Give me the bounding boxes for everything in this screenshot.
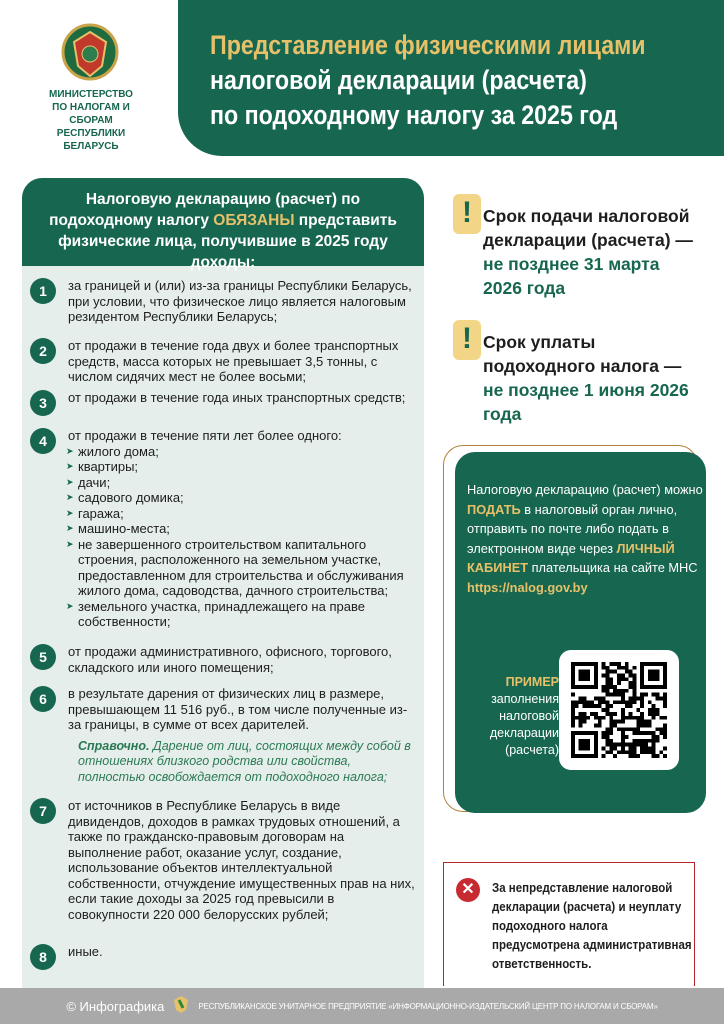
item-text: за границей и (или) из-за границы Республики Беларусь, при условии, что физическое лицо является налоговым резидентом Республики Беларусь; xyxy=(68,278,412,324)
item-text: от источников в Республике Беларусь в виде дивидендов, доходов в рамках трудовых отношений, а также по гражданско-правовым договорам на выполнение работ, оказание услуг, создание, использование объектов интеллектуальной собственности, отчуждение имущественных прав на них, если такие доходы за 2025 год превысили в совокупности 220 000 белорусских рублей; xyxy=(68,798,415,922)
liability-warning xyxy=(443,862,695,986)
number-badge: 2 xyxy=(30,338,56,364)
item-text: иные. xyxy=(68,944,103,959)
ministry-line: ПО НАЛОГАМ И СБОРАМ xyxy=(52,102,130,126)
ministry-name xyxy=(30,88,152,153)
number-badge: 1 xyxy=(30,278,56,304)
reference-note xyxy=(78,739,415,786)
note-text: Дарение от лиц, состоящих между собой в отношениях близкого родства или свойства, полностью освобождается от подоходного налога; xyxy=(78,738,411,784)
footer xyxy=(0,988,724,1024)
sub-list-item: ➤ квартиры; xyxy=(78,459,415,475)
sub-list xyxy=(78,444,415,630)
ministry-emblem-logo xyxy=(60,22,120,86)
deadline-date: не позднее 1 июня 2026 года xyxy=(483,380,689,424)
sub-list-item: ➤ садового домика; xyxy=(78,490,415,506)
publisher-name: РЕСПУБЛИКАНСКОЕ УНИТАРНОЕ ПРЕДПРИЯТИЕ «ИНФОРМАЦИОННО-ИЗДАТЕЛЬСКИЙ ЦЕНТР ПО НАЛОГАМ И СБОРАМ» xyxy=(198,1001,658,1011)
obligations-heading xyxy=(22,178,424,271)
number-badge: 4 xyxy=(30,428,56,454)
deadline-notice xyxy=(455,196,700,300)
item-text: от продажи административного, офисного, торгового, складского или иного помещения; xyxy=(68,644,392,675)
item-text: от продажи в течение пяти лет более одного: xyxy=(68,428,342,443)
submission-text xyxy=(467,480,706,597)
number-badge: 6 xyxy=(30,686,56,712)
example-label: ПРИМЕР xyxy=(505,675,559,689)
sub-list-item: ➤ земельного участка, принадлежащего на праве собственности; xyxy=(78,599,415,630)
sub-list-item: ➤ не завершенного строительством капитального строения, расположенного на земельном участке, предоставленном для строительства и обслуживания жилого дома, садоводства, дачного строительства; xyxy=(78,537,415,599)
list-item xyxy=(30,338,415,385)
list-item xyxy=(30,798,415,922)
list-item xyxy=(30,428,415,630)
sub-list-item: ➤ жилого дома; xyxy=(78,444,415,460)
sub-list-item: ➤ дачи; xyxy=(78,475,415,491)
warning-text: За непредставление налоговой декларации (расчета) и неуплату подоходного налога предусмотрена административная ответственность. xyxy=(492,881,692,971)
close-x-icon: ✕ xyxy=(456,878,480,902)
deadline-notice xyxy=(455,322,700,426)
heading-text: представить физические лица, получившие в 2025 году доходы: xyxy=(58,212,397,271)
list-item xyxy=(30,390,415,411)
exclamation-icon: ! xyxy=(453,194,481,234)
number-badge: 8 xyxy=(30,944,56,970)
item-text: в результате дарения от физических лиц в размере, превышающем 11 516 руб., в том числе полученные из-за границы, в сумме от всех дарителей. xyxy=(68,686,408,732)
publisher-logo-icon xyxy=(172,994,190,1019)
exclamation-icon: ! xyxy=(453,320,481,360)
deadline-label: Срок подачи налоговой декларации (расчета) — xyxy=(483,206,693,250)
note-label: Справочно. xyxy=(78,738,150,753)
highlight-submit: ПОДАТЬ xyxy=(467,501,521,517)
text: плательщика на сайте МНС xyxy=(528,560,698,575)
deadline-date: не позднее 31 марта 2026 года xyxy=(483,254,660,298)
title-line: налоговой декларации (расчета) xyxy=(210,65,587,95)
deadline-text xyxy=(483,330,700,426)
submission-card xyxy=(455,452,706,813)
deadline-label: Срок уплаты подоходного налога — xyxy=(483,332,682,376)
number-badge: 7 xyxy=(30,798,56,824)
example-text: заполнения налоговой декларации (расчета) xyxy=(489,692,559,757)
title-line: по подоходному налогу за 2025 год xyxy=(210,100,618,130)
sub-list-item: ➤ гаража; xyxy=(78,506,415,522)
item-text: от продажи в течение года двух и более транспортных средств, масса которых не превышает 3,5 тонны, с числом сидячих мест не более восьми; xyxy=(68,338,399,384)
sub-list-item: ➤ машино-места; xyxy=(78,521,415,537)
list-item xyxy=(30,944,415,965)
list-item xyxy=(30,686,415,785)
obligations-panel xyxy=(22,178,424,988)
deadline-text xyxy=(483,204,700,300)
list-item xyxy=(30,644,415,675)
list-item xyxy=(30,278,415,325)
title-line: Представление физическими лицами xyxy=(210,30,646,60)
example-caption xyxy=(469,674,559,759)
text: Налоговую декларацию (расчет) можно xyxy=(467,482,703,497)
qr-code[interactable] xyxy=(559,650,679,770)
highlight-cabinet: ЛИЧНЫЙ КАБИНЕТ xyxy=(467,540,675,575)
warning-text xyxy=(492,879,696,974)
heading-text: Налоговую декларацию (расчет) по подоходному налогу xyxy=(49,191,361,229)
number-badge: 5 xyxy=(30,644,56,670)
item-text: от продажи в течение года иных транспортных средств; xyxy=(68,390,406,405)
number-badge: 3 xyxy=(30,390,56,416)
ministry-line: РЕСПУБЛИКИ БЕЛАРУСЬ xyxy=(56,128,126,152)
heading-highlight: ОБЯЗАНЫ xyxy=(213,212,295,229)
text: в налоговый орган лично, отправить по почте либо подать в электронном виде через xyxy=(467,501,678,556)
copyright: © Инфографика xyxy=(66,998,165,1014)
page-title xyxy=(210,28,646,133)
ministry-line: МИНИСТЕРСТВО xyxy=(49,89,133,100)
website-link[interactable]: https://nalog.gov.by xyxy=(467,579,588,595)
